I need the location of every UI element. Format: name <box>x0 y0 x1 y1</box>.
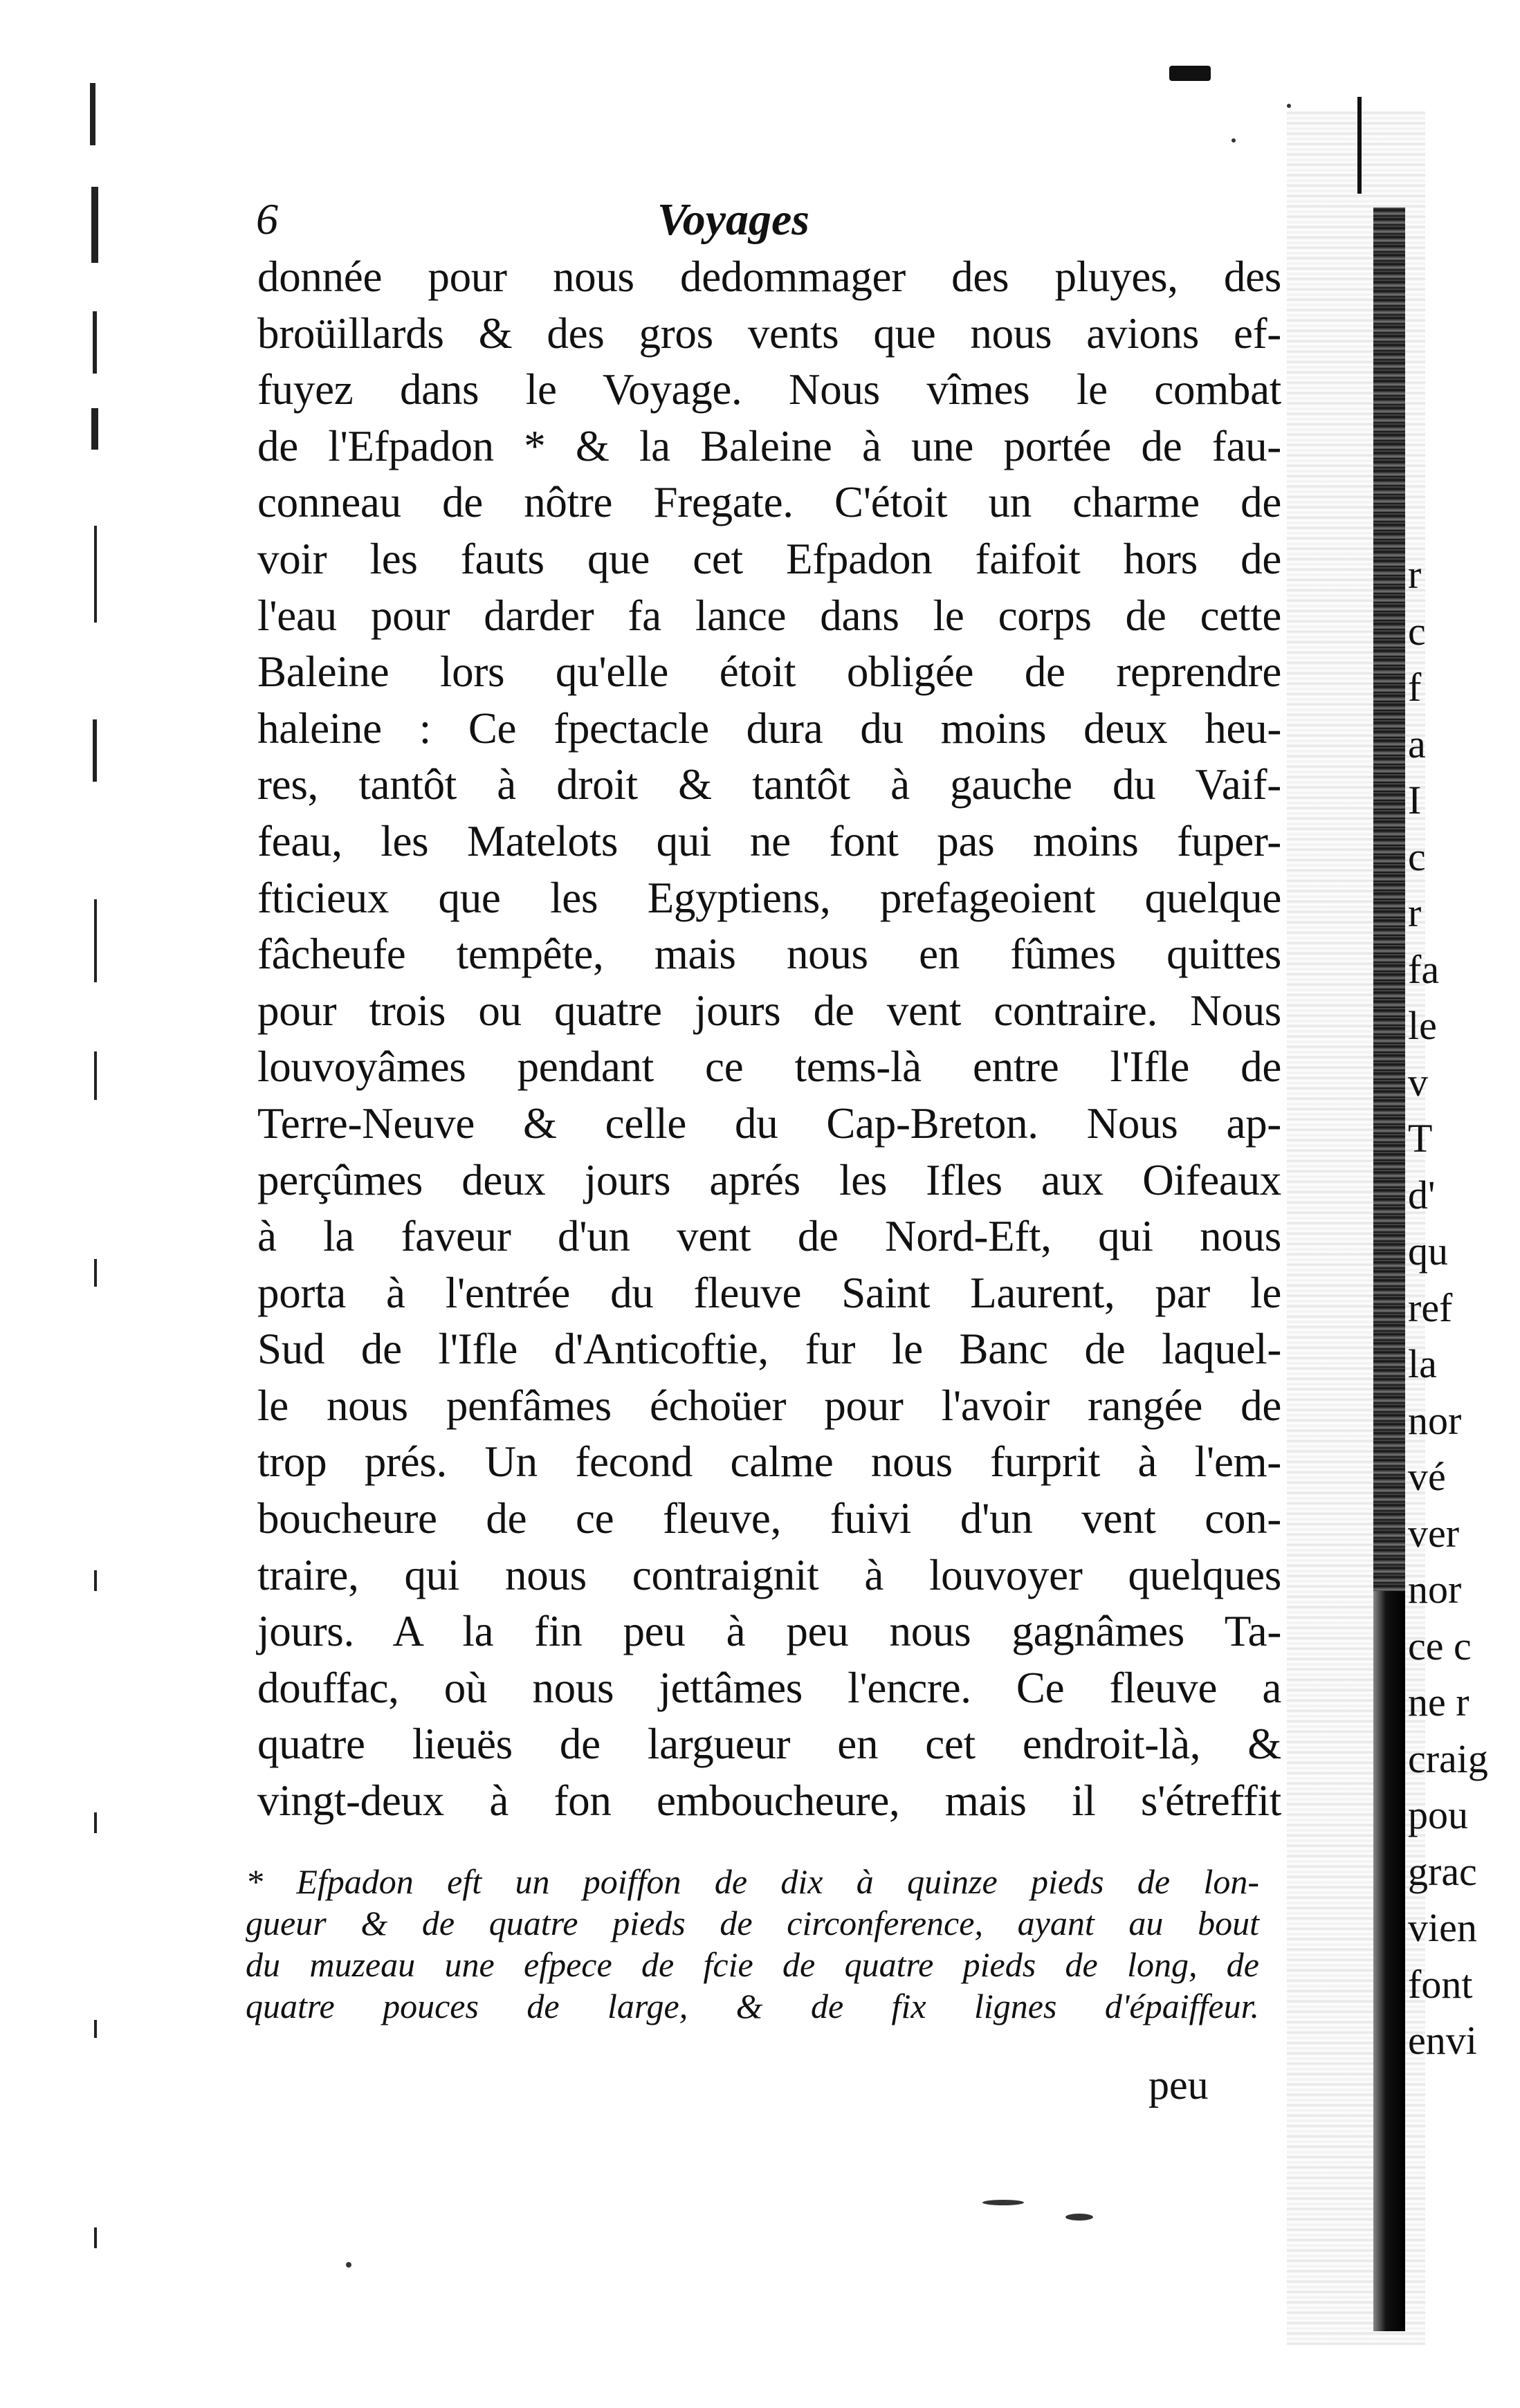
text-line: boucheure de ce fleuve, fuivi d'un vent con- <box>257 1494 1281 1543</box>
footnote-line: gueur & de quatre pieds de circonference, ayant au bout <box>246 1904 1259 1942</box>
ink-speck <box>1065 2214 1093 2221</box>
facing-line: ne r <box>1408 1680 1469 1725</box>
text-line: quatre lieuës de largueur en cet endroit-là, & <box>257 1720 1281 1769</box>
facing-line: craig <box>1408 1736 1488 1781</box>
text-line: fâcheufe tempête, mais nous en fûmes quittes <box>257 930 1281 979</box>
footnote <box>246 1861 1259 2027</box>
text-line: pour trois ou quatre jours de vent contraire. Nous <box>257 986 1281 1035</box>
text-line: louvoyâmes pendant ce tems-là entre l'Ifle de <box>257 1042 1281 1092</box>
page-header <box>249 194 1266 256</box>
text-line: l'eau pour darder fa lance dans le corps de cette <box>257 591 1281 640</box>
text-line: à la faveur d'un vent de Nord-Eft, qui nous <box>257 1212 1281 1261</box>
text-line: vingt-deux à fon emboucheure, mais il s'étreffit <box>257 1776 1281 1826</box>
text-line: porta à l'entrée du fleuve Saint Laurent, par le <box>257 1268 1281 1317</box>
left-edge-marks <box>82 83 102 2366</box>
page-number: 6 <box>256 194 278 243</box>
text-line: broüillards & des gros vents que nous avions ef- <box>257 309 1281 358</box>
facing-line: r <box>1408 890 1422 935</box>
text-line: Baleine lors qu'elle étoit obligée de reprendre <box>257 647 1281 697</box>
facing-line: envi <box>1408 2018 1477 2063</box>
gutter-rule <box>1357 97 1362 194</box>
facing-line: d' <box>1408 1172 1436 1217</box>
running-head: Voyages <box>657 194 809 245</box>
ink-speck <box>982 2200 1024 2205</box>
facing-line: c <box>1408 608 1426 654</box>
facing-line: ver <box>1408 1510 1460 1556</box>
facing-line: qu <box>1408 1229 1448 1274</box>
body-text <box>257 249 1281 1830</box>
text-line: trop prés. Un fecond calme nous furprit à l'em- <box>257 1437 1281 1487</box>
footnote-line: * Efpadon eft un poiffon de dix à quinze pieds de lon- <box>246 1862 1259 1901</box>
ink-speck <box>1287 104 1291 108</box>
facing-line: c <box>1408 834 1426 879</box>
ink-speck <box>1231 138 1236 143</box>
footnote-line: quatre pouces de large, & de fix lignes d'épaiffeur. <box>246 1987 1259 2025</box>
facing-line: r <box>1408 552 1422 597</box>
facing-line: vien <box>1408 1905 1477 1950</box>
facing-line: T <box>1408 1116 1433 1161</box>
facing-line: vé <box>1408 1454 1446 1499</box>
text-line: haleine : Ce fpectacle dura du moins deux heu- <box>257 704 1281 753</box>
facing-line: la <box>1408 1341 1437 1386</box>
facing-page-fragment <box>1408 546 1520 2069</box>
text-line: traire, qui nous contraignit à louvoyer quelques <box>257 1550 1281 1599</box>
text-line: conneau de nôtre Fregate. C'étoit un charme de <box>257 478 1281 527</box>
facing-line: fa <box>1408 946 1440 992</box>
facing-line: nor <box>1408 1397 1462 1443</box>
text-line: fticieux que les Egyptiens, prefageoient quelque <box>257 873 1281 922</box>
text-line: le nous penfâmes échoüer pour l'avoir rangée de <box>257 1381 1281 1430</box>
ink-speck <box>1169 66 1211 81</box>
facing-line: I <box>1408 778 1422 822</box>
text-line: feau, les Matelots qui ne font pas moins fuper- <box>257 816 1281 865</box>
text-line: jours. A la fin peu à peu nous gagnâmes Ta- <box>257 1607 1281 1656</box>
text-line: de l'Efpadon * & la Baleine à une portée de fau- <box>257 421 1281 470</box>
text-line: perçûmes deux jours aprés les Ifles aux Oifeaux <box>257 1155 1281 1204</box>
facing-line: grac <box>1408 1848 1477 1894</box>
facing-line: le <box>1408 1003 1437 1048</box>
text-line: douffac, où nous jettâmes l'encre. Ce fleuve a <box>257 1663 1281 1712</box>
catchword: peu <box>1148 2062 1209 2108</box>
facing-line: font <box>1408 1961 1473 2007</box>
facing-line: ref <box>1408 1285 1453 1330</box>
ink-speck <box>346 2262 351 2268</box>
facing-line: f <box>1408 665 1422 710</box>
facing-line: v <box>1408 1059 1428 1105</box>
facing-line: ce c <box>1408 1623 1472 1669</box>
text-line: Sud de l'Ifle d'Anticoftie, fur le Banc de laquel- <box>257 1325 1281 1374</box>
text-line: fuyez dans le Voyage. Nous vîmes le combat <box>257 365 1281 414</box>
text-line: donnée pour nous dedommager des pluyes, des <box>257 252 1281 301</box>
facing-line: pou <box>1408 1792 1468 1837</box>
binding-shadow-texture <box>1373 208 1405 1591</box>
footnote-line: du muzeau une efpece de fcie de quatre pieds de long, de <box>246 1945 1259 1984</box>
facing-line: nor <box>1408 1567 1462 1612</box>
facing-line: a <box>1408 721 1426 766</box>
text-line: Terre-Neuve & celle du Cap-Breton. Nous ap- <box>257 1099 1281 1148</box>
text-line: voir les fauts que cet Efpadon faifoit hors de <box>257 534 1281 583</box>
text-line: res, tantôt à droit & tantôt à gauche du Vaif- <box>257 760 1281 809</box>
